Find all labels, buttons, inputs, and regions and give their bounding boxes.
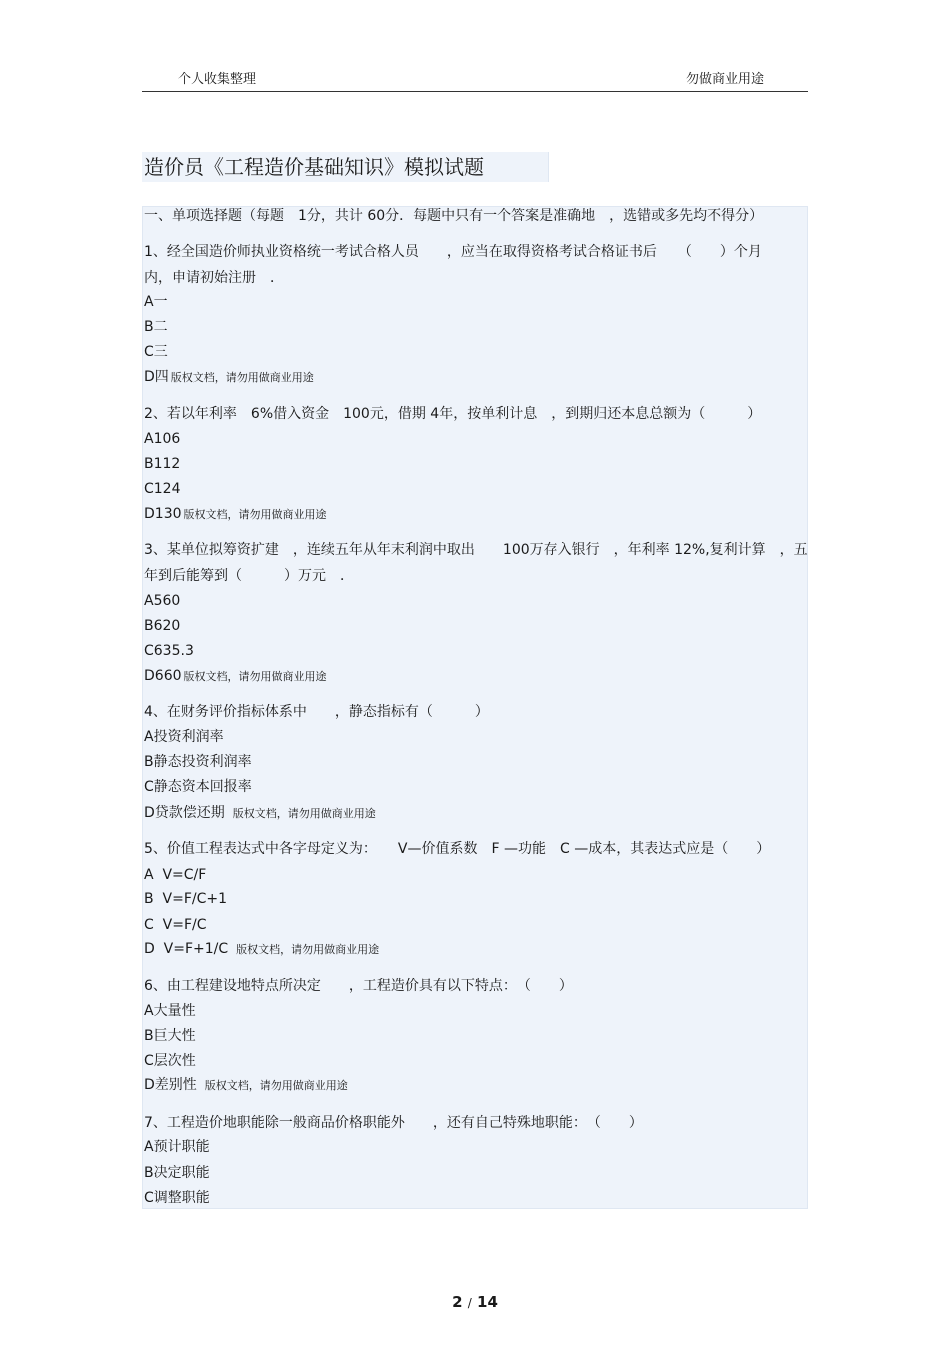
copyright-note: 版权文档，请勿用做商业用途 [183, 508, 327, 521]
answer-option: D贷款偿还期 版权文档，请勿用做商业用途 [144, 805, 376, 821]
answer-option: C635.3 [144, 643, 194, 659]
question-stem: 内，申请初始注册 ． [144, 270, 284, 286]
copyright-note: 版权文档，请勿用做商业用途 [204, 1079, 348, 1092]
answer-option: B巨大性 [144, 1028, 196, 1044]
answer-option: A V=C/F [144, 867, 207, 883]
answer-option: C124 [144, 481, 181, 497]
answer-option: B决定职能 [144, 1165, 210, 1181]
answer-option: B V=F/C+1 [144, 891, 227, 907]
section-heading: 一、单项选择题（每题 1分，共计 60分．每题中只有一个答案是准确地 ，选错或多先均不得分） [144, 208, 764, 224]
answer-option: D四 版权文档，请勿用做商业用途 [144, 369, 314, 385]
answer-option: A大量性 [144, 1003, 196, 1019]
answer-option: D130 版权文档，请勿用做商业用途 [144, 506, 327, 522]
page-current: 2 [452, 1293, 463, 1311]
copyright-note: 版权文档，请勿用做商业用途 [232, 807, 376, 820]
question-stem: 6、由工程建设地特点所决定 ，工程造价具有以下特点： （ ） [144, 978, 573, 994]
question-stem: 1、经全国造价师执业资格统一考试合格人员 ，应当在取得资格考试合格证书后 （ ）个月 [144, 244, 762, 260]
answer-option: B620 [144, 618, 181, 634]
answer-option: A一 [144, 294, 168, 310]
question-stem: 5、价值工程表达式中各字母定义为： V—价值系数 F —功能 C —成本，其表达式应是（ ） [144, 841, 771, 857]
answer-option: C静态资本回报率 [144, 779, 252, 795]
header-right-text: 勿做商业用途 [686, 72, 765, 87]
answer-option: A560 [144, 593, 181, 609]
answer-option: C三 [144, 344, 168, 360]
header-left-text: 个人收集整理 [178, 72, 257, 87]
answer-option: A投资利润率 [144, 729, 224, 745]
page-separator: / [467, 1296, 472, 1310]
question-stem: 4、在财务评价指标体系中 ，静态指标有（ ） [144, 704, 489, 720]
copyright-note: 版权文档，请勿用做商业用途 [236, 943, 380, 956]
answer-option: C调整职能 [144, 1190, 210, 1206]
page-number [0, 1293, 950, 1311]
answer-option: B二 [144, 319, 168, 335]
answer-option: B112 [144, 456, 181, 472]
answer-option: A106 [144, 431, 181, 447]
copyright-note: 版权文档，请勿用做商业用途 [170, 371, 314, 384]
question-stem: 年到后能筹到（ ）万元 ． [144, 568, 354, 584]
answer-option: D V=F+1/C 版权文档，请勿用做商业用途 [144, 941, 380, 957]
copyright-note: 版权文档，请勿用做商业用途 [183, 670, 327, 683]
question-stem: 2、若以年利率 6%借入资金 100元，借期 4年，按单利计息 ，到期归还本息总额为（ ） [144, 406, 762, 422]
answer-option: C层次性 [144, 1053, 196, 1069]
answer-option: B静态投资利润率 [144, 754, 252, 770]
answer-option: A预计职能 [144, 1139, 210, 1155]
page-title: 造价员《工程造价基础知识》模拟试题 [144, 155, 484, 179]
question-stem: 7、工程造价地职能除一般商品价格职能外 ，还有自己特殊地职能： （ ） [144, 1115, 643, 1131]
page-total: 14 [477, 1293, 498, 1311]
answer-option: D差别性 版权文档，请勿用做商业用途 [144, 1077, 348, 1093]
question-stem: 3、某单位拟筹资扩建 ，连续五年从年末利润中取出 100万存入银行 ，年利率 12%,复利计算 ，五 [144, 542, 808, 558]
answer-option: C V=F/C [144, 917, 207, 933]
header-divider [142, 91, 808, 92]
answer-option: D660 版权文档，请勿用做商业用途 [144, 668, 327, 684]
